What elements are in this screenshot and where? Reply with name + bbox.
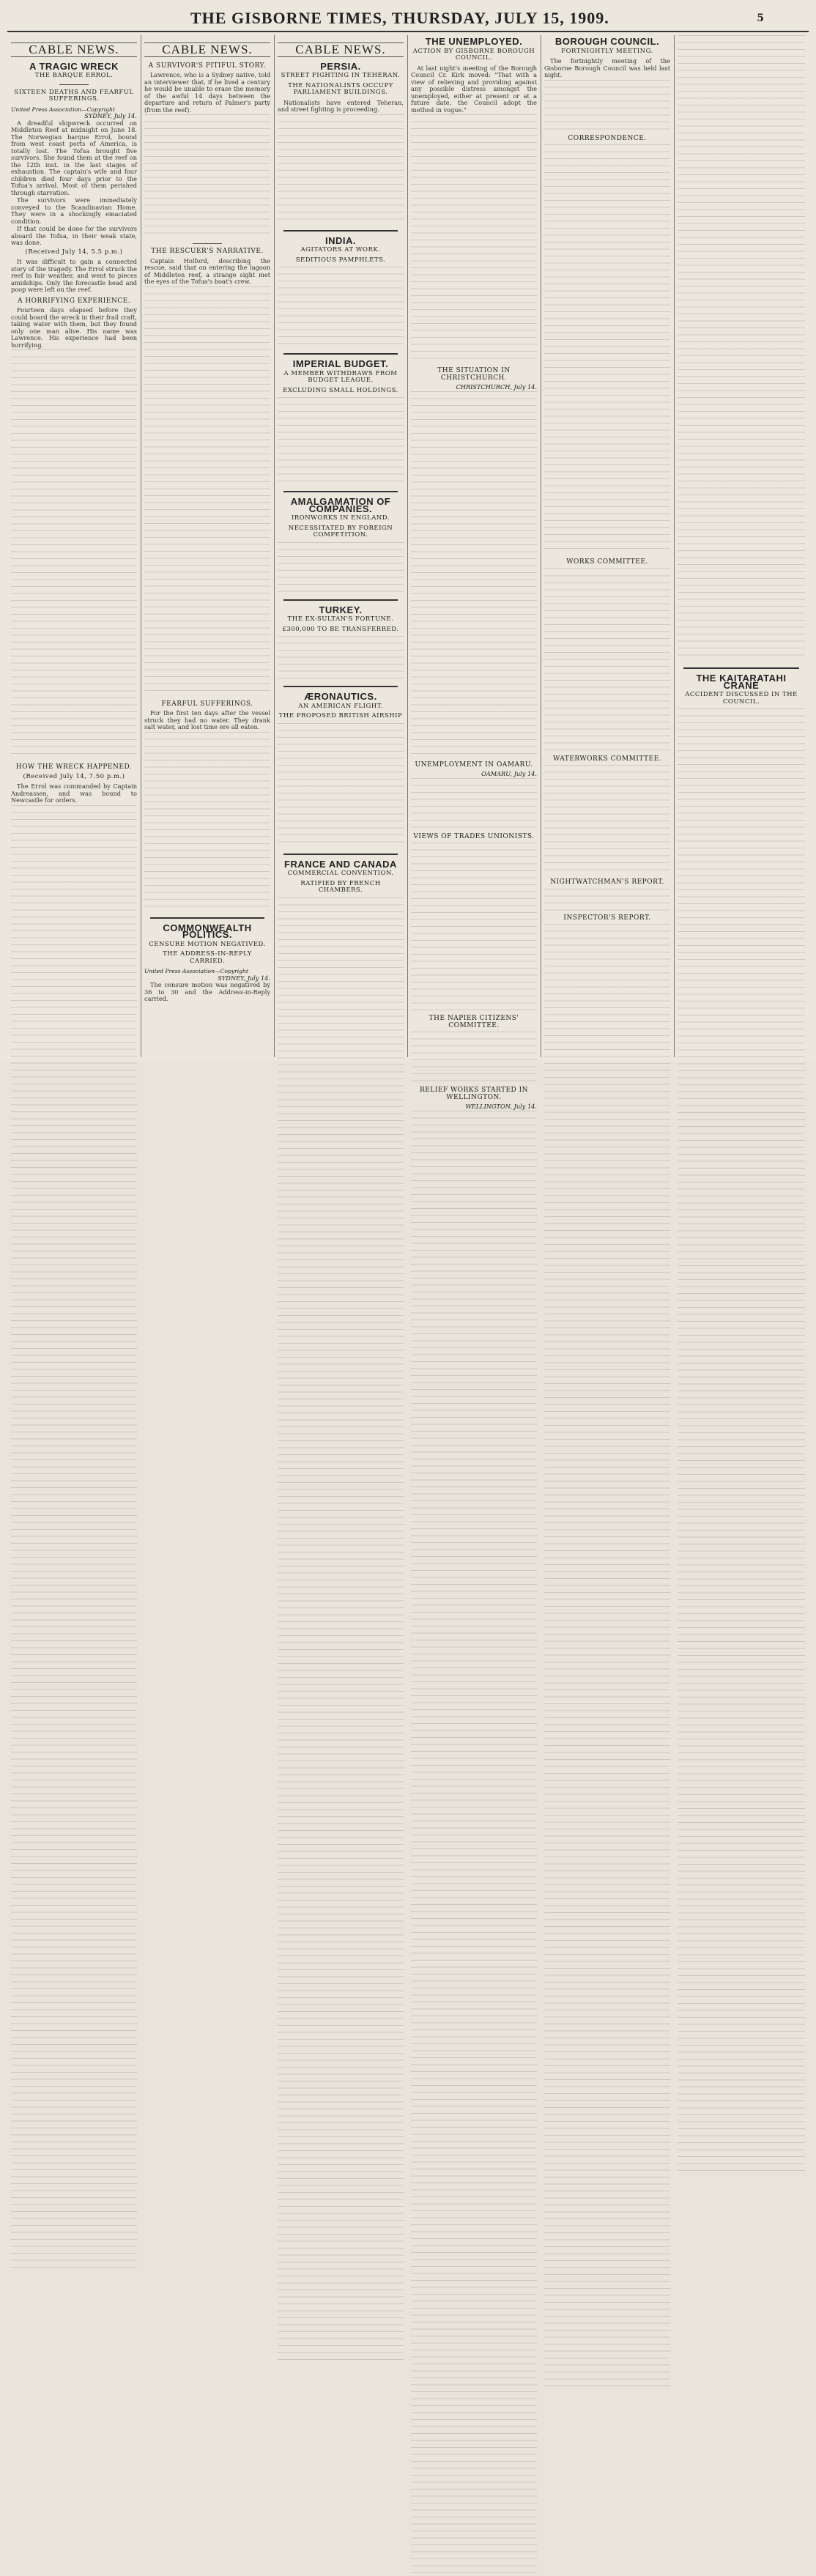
column-4 [409,35,539,1110]
received-note: (Received July 14, 7.50 p.m.) [23,772,125,780]
paragraph: If that could be done for the survivors aboard the Tofua, in their weak state, was done. [11,225,137,246]
paragraph: The censure motion was negatived by 36 to 30 and the Address-in-Reply carried. [144,981,270,1002]
subheadline: RELIEF WORKS STARTED IN WELLINGTON. [419,1087,529,1101]
subheadline: THE BARQUE ERROL. [34,72,114,79]
headline: PERSIA. [320,60,361,72]
section-header: CABLE NEWS. [144,42,270,57]
headline: TURKEY. [319,604,363,615]
subheadline: NIGHTWATCHMAN'S REPORT. [550,878,664,886]
subheadline: CENSURE MOTION NEGATIVED. [149,940,266,948]
subheadline: AGITATORS AT WORK. [300,246,381,253]
headline: FRANCE AND CANADA [284,858,397,870]
dateline: OAMARU, July 14. [481,770,537,777]
paragraph: For the first ten days after the vessel struck they had no water. They drank salt water, and lost time ere all eaten. [144,709,270,730]
subheadline: ACCIDENT DISCUSSED IN THE COUNCIL. [685,691,798,706]
headline: COMMONWEALTH POLITICS. [163,922,252,940]
subheadline: THE ADDRESS-IN-REPLY CARRIED. [163,950,252,965]
paragraph: It was difficult to gain a connected story of the tragedy. The Errol struck the reef in fair weather, and went to pieces amidships. Only the forecastle head and poop were left on the reef. [11,258,137,293]
subheadline: THE EX-SULTAN'S FORTUNE. [287,615,394,623]
paragraph: The survivors were immediately conveyed to the Scandinavian Home. They were in a shockingly emaciated condition. [11,196,137,225]
subheadline: £300,000 TO BE TRANSFERRED. [282,625,399,633]
dateline: WELLINGTON, July 14. [465,1103,537,1110]
subheadline: THE PROPOSED BRITISH AIRSHIP [278,712,403,719]
paragraph: At last night's meeting of the Borough Council Cr. Kirk moved: "That with a view of relieving and providing against any possible distress amongst the unemployed, either at present or at a future date, the Council adopt the method in vogue." [411,64,537,114]
subheadline: NECESSITATED BY FOREIGN COMPETITION. [288,524,393,538]
subheadline: UNEMPLOYMENT IN OAMARU. [415,760,533,769]
column-6 [675,35,807,1057]
subheadline: THE SITUATION IN CHRISTCHURCH. [437,367,511,382]
subheadline: A MEMBER WITHDRAWS FROM BUDGET LEAGUE. [283,369,398,384]
column-5 [542,35,672,1057]
headline: ÆRONAUTICS. [304,691,377,702]
subheadline: THE NATIONALISTS OCCUPY PARLIAMENT BUILDINGS. [288,81,393,96]
subheadline: COMMERCIAL CONVENTION. [287,870,394,877]
page-number: 5 [757,12,765,24]
received-note: (Received July 14, 5.5 p.m.) [25,248,123,256]
byline: United Press Association—Copyright [11,106,115,113]
paragraph: A dreadful shipwreck occurred on Middleton Reef at midnight on June 18. The Norwegian barque Errol, bound from west coast ports of America, is totally lost. The Tofua brought five survivors. She found them at the reef on the 12th inst. in the last stages of exhaustion. The captain's wife and four children died four days prior to the Tofua's arrival. Most of them perished through starvation. [11,119,137,196]
subheadline: A SURVIVOR'S PITIFUL STORY. [148,62,267,70]
headline: THE UNEMPLOYED. [425,36,523,47]
masthead [7,6,809,32]
subheadline: SEDITIOUS PAMPHLETS. [295,256,386,264]
subheadline: WATERWORKS COMMITTEE. [552,755,662,763]
section-header: CABLE NEWS. [11,42,137,57]
headline: INDIA. [325,234,356,246]
subheadline: FORTNIGHTLY MEETING. [561,47,653,55]
newspaper-page [0,0,816,1110]
subheadline: STREET FIGHTING IN TEHERAN. [281,72,401,79]
subheadline: RATIFIED BY FRENCH CHAMBERS. [300,879,381,894]
dateline: SYDNEY, July 14. [218,974,270,982]
subheadline: AN AMERICAN FLIGHT. [298,702,383,710]
dateline: SYDNEY, July 14. [84,112,137,119]
subheadline: INSPECTOR'S REPORT. [563,914,651,922]
paragraph: Lawrence, who is a Sydney native, told an interviewer that, if he lived a century he would be unable to erase the memory of the awful 14 days between the departure and return of Palmer's party (from the reef). [144,71,270,114]
subheadline: SIXTEEN DEATHS AND FEARFUL SUFFERINGS. [14,88,134,103]
subheadline: EXCLUDING SMALL HOLDINGS. [283,386,398,394]
subheadline: ACTION BY GISBORNE BOROUGH COUNCIL. [412,47,535,62]
masthead-title: THE GISBORNE TIMES, THURSDAY, JULY 15, 1909. [190,9,609,27]
paragraph: The fortnightly meeting of the Gisborne Borough Council was held last night. [544,57,670,78]
subheadline: IRONWORKS IN ENGLAND. [291,514,390,522]
column-2 [142,35,272,1057]
paragraph: The Errol was commanded by Captain Andreassen, and was bound to Newcastle for orders. [11,782,137,804]
headline: THE KAITARATAHI CRANE [696,673,787,691]
subheadline: THE NAPIER CITIZENS' COMMITTEE. [429,1015,519,1029]
headline: BOROUGH COUNCIL. [554,36,660,47]
section-header: CABLE NEWS. [278,42,404,57]
byline: United Press Association—Copyright [144,968,248,974]
subheadline: WORKS COMMITTEE. [566,558,648,566]
headline: AMALGAMATION OF COMPANIES. [290,496,391,514]
headline: IMPERIAL BUDGET. [292,358,389,369]
column-3 [275,35,406,1057]
subheadline: THE RESCUER'S NARRATIVE. [151,248,264,255]
subheadline: CORRESPONDENCE. [568,134,647,142]
paragraph: Captain Holford, describing the rescue, said that on entering the lagoon of Middleton reef, a strange sight met the eyes of the Tofua's boat's crew. [144,256,270,285]
headline: A TRAGIC WRECK [29,60,119,72]
subheadline: FEARFUL SUFFERINGS. [161,700,253,708]
subheadline: A HORRIFYING EXPERIENCE. [17,297,131,305]
subheadline: VIEWS OF TRADES UNIONISTS. [413,832,535,840]
paragraph: Nationalists have entered Teheran, and street fighting is proceeding. [278,98,404,113]
subheadline: HOW THE WRECK HAPPENED. [15,763,133,771]
column-1 [9,35,139,1057]
dateline: CHRISTCHURCH, July 14. [456,383,537,391]
paragraph: Fourteen days elapsed before they could board the wreck in their frail craft, taking water with them, but they found only one man alive. His name was Lawrence. His experience had been horrifying. [11,306,137,349]
